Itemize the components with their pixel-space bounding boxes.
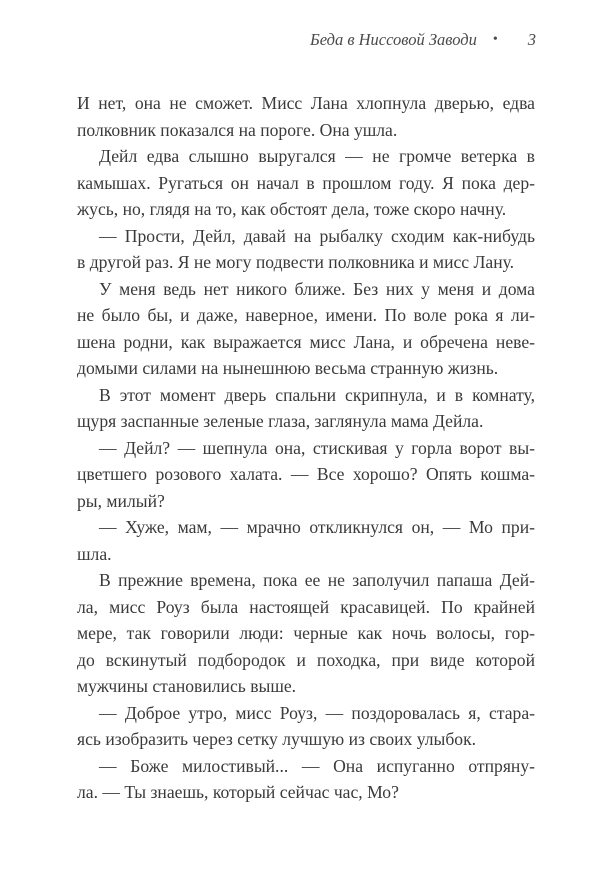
text-line: шена родни, как выражается мисс Лана, и обречена неве- [77, 331, 535, 352]
text-line: Дейл едва слышно выругался — не громче ветерка в [99, 146, 535, 166]
text-line: щуря заспанные зеленые глаза, заглянула мама Дейла. [77, 411, 484, 431]
page-number: 3 [527, 30, 536, 49]
text-line: мужчины становились выше. [77, 676, 297, 696]
text-line: полковник показался на пороге. Она ушла. [77, 119, 398, 140]
text-line: цветшего розового халата. — Все хорошо? Опять кошма- [77, 464, 535, 484]
text-line: ясь изобразить через сетку лучшую из своих улыбок. [77, 729, 477, 749]
text-line: камышах. Ругаться он начал в прошлом году. Я пока дер- [77, 172, 535, 193]
paragraph [77, 753, 535, 806]
header-separator: • [492, 32, 498, 47]
paragraph [77, 435, 535, 515]
text-line: не было бы, и даже, наверное, имени. По воле рока я ли- [77, 305, 535, 325]
paragraph [77, 223, 535, 276]
paragraph [77, 514, 535, 567]
paragraph [77, 700, 535, 753]
paragraph [77, 90, 535, 143]
text-line: У меня ведь нет никого ближе. Без них у меня и дома [99, 278, 535, 299]
paragraph [77, 382, 535, 435]
text-line: И нет, она не сможет. Мисс Лана хлопнула дверью, едва [77, 93, 535, 113]
paragraph [77, 276, 535, 382]
text-line: ла. — Ты знаешь, который сейчас час, Мо? [77, 782, 399, 802]
paragraph [77, 143, 535, 223]
paragraph [77, 567, 535, 700]
text-line: шла. [77, 543, 112, 564]
body-text [77, 90, 535, 806]
text-line: — Дейл? — шепнула она, стискивая у горла ворот вы- [99, 437, 535, 458]
running-header [310, 30, 536, 50]
text-line: В этот момент дверь спальни скрипнула, и в комнату, [99, 384, 535, 405]
text-line: в другой раз. Я не могу подвести полковника и мисс Лану. [77, 252, 515, 272]
text-line: — Доброе утро, мисс Роуз, — поздоровалась я, стара- [99, 702, 535, 723]
text-line: ла, мисс Роуз была настоящей красавицей. По крайней [77, 596, 535, 617]
text-line: В прежние времена, пока ее не заполучил папаша Дей- [99, 570, 535, 590]
text-line: — Боже милостивый... — Она испуганно отпряну- [99, 755, 535, 776]
text-line: жусь, но, глядя на то, как обстоят дела, тоже скоро начну. [77, 199, 507, 219]
text-line: — Прости, Дейл, давай на рыбалку сходим как-нибудь [99, 225, 535, 246]
text-line: — Хуже, мам, — мрачно откликнулся он, — Мо при- [99, 517, 535, 537]
text-line: домыми силами на нынешнюю весьма странную жизнь. [77, 358, 499, 378]
text-line: мере, так говорили люди: черные как ночь волосы, гор- [77, 623, 535, 643]
text-line: ры, милый? [77, 490, 165, 511]
text-line: до вскинутый подбородок и походка, при виде которой [77, 649, 535, 670]
running-title: Беда в Ниссовой Заводи [309, 30, 477, 49]
